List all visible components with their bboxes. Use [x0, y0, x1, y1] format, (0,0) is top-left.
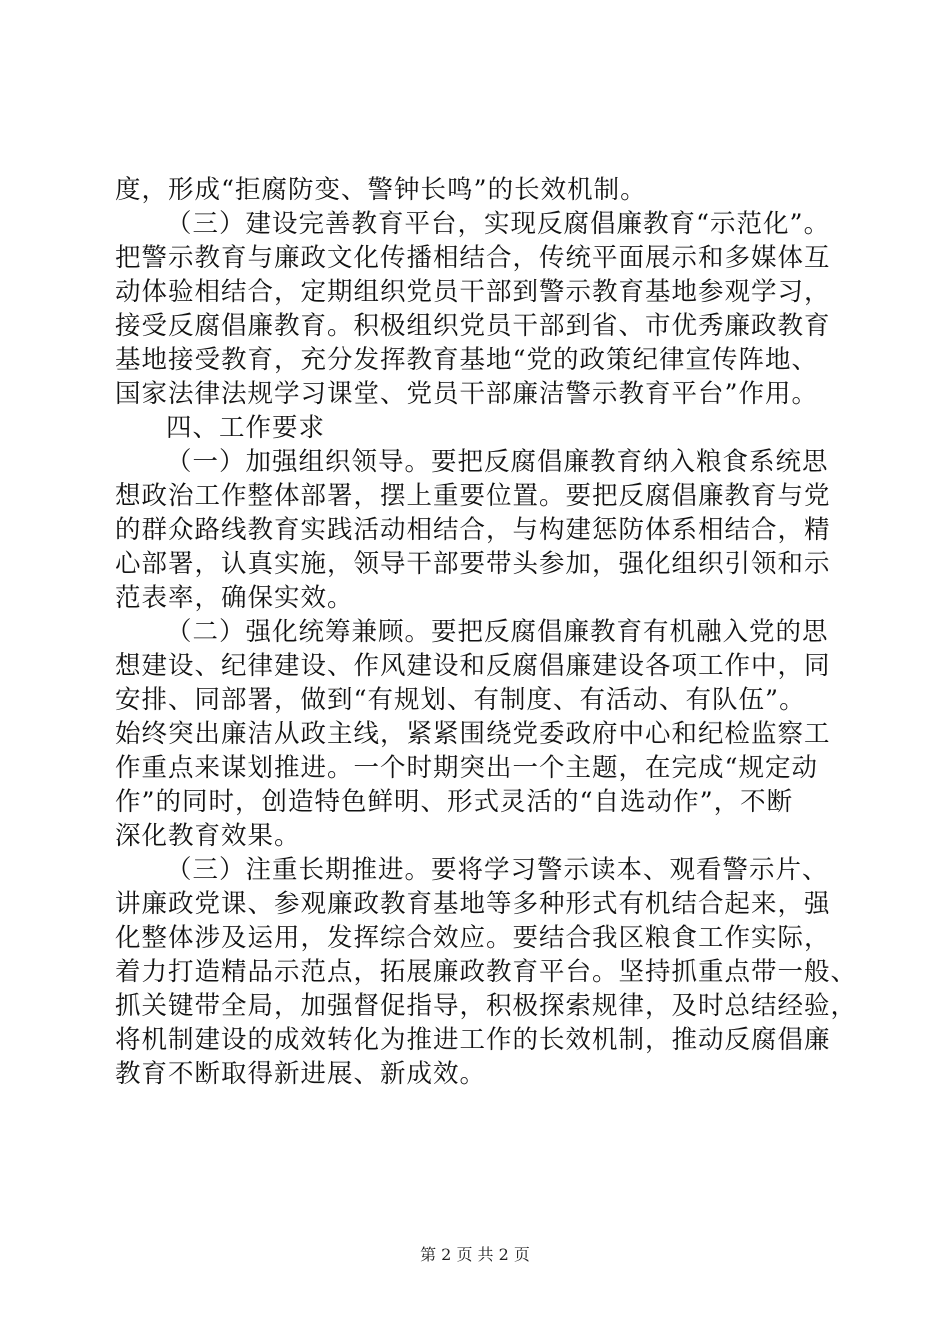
text-line: 想政治工作整体部署，摆上重要位置。要把反腐倡廉教育与党 [115, 481, 831, 511]
text-line: 作”的同时，创造特色鲜明、形式灵活的“自选动作”，不断 [115, 787, 794, 817]
text-line: 讲廉政党课、参观廉政教育基地等多种形式有机结合起来，强 [115, 889, 831, 919]
text-line: 着力打造精品示范点，拓展廉政教育平台。坚持抓重点带一般、 [115, 957, 858, 987]
text-line: 将机制建设的成效转化为推进工作的长效机制，推动反腐倡廉 [115, 1025, 831, 1055]
text-line: 安排、同部署，做到“有规划、有制度、有活动、有队伍”。 [115, 685, 806, 715]
text-line: 基地接受教育，充分发挥教育基地“党的政策纪律宣传阵地、 [115, 345, 819, 375]
text-line: 抓关键带全局，加强督促指导，积极探索规律，及时总结经验， [115, 991, 858, 1021]
text-line: 动体验相结合，定期组织党员干部到警示教育基地参观学习， [115, 277, 831, 307]
text-line: （二）强化统筹兼顾。要把反腐倡廉教育有机融入党的思 [166, 617, 829, 647]
text-line: 国家法律法规学习课堂、党员干部廉洁警示教育平台”作用。 [115, 379, 819, 409]
text-line: （三）注重长期推进。要将学习警示读本、观看警示片、 [166, 855, 829, 885]
text-line: 把警示教育与廉政文化传播相结合，传统平面展示和多媒体互 [115, 243, 831, 273]
text-line: 作重点来谋划推进。一个时期突出一个主题，在完成“规定动 [115, 753, 819, 783]
text-line: 范表率，确保实效。 [115, 583, 354, 613]
text-line: 教育不断取得新进展、新成效。 [115, 1059, 487, 1089]
text-line: 始终突出廉洁从政主线，紧紧围绕党委政府中心和纪检监察工 [115, 719, 831, 749]
text-line: 想建设、纪律建设、作风建设和反腐倡廉建设各项工作中，同 [115, 651, 831, 681]
text-line: 的群众路线教育实践活动相结合，与构建惩防体系相结合，精 [115, 515, 831, 545]
text-line: 接受反腐倡廉教育。积极组织党员干部到省、市优秀廉政教育 [115, 311, 831, 341]
text-line: （三）建设完善教育平台，实现反腐倡廉教育“示范化”。 [166, 209, 831, 239]
text-line: 度，形成“拒腐防变、警钟长鸣”的长效机制。 [115, 175, 647, 205]
page-footer: 第 2 页 共 2 页 [420, 1245, 530, 1264]
text-line: 深化教育效果。 [115, 821, 301, 851]
text-line: 化整体涉及运用，发挥综合效应。要结合我区粮食工作实际， [115, 923, 831, 953]
text-line: （一）加强组织领导。要把反腐倡廉教育纳入粮食系统思 [166, 447, 829, 477]
section-heading: 四、工作要求 [166, 413, 326, 443]
text-line: 心部署，认真实施，领导干部要带头参加，强化组织引领和示 [115, 549, 831, 579]
